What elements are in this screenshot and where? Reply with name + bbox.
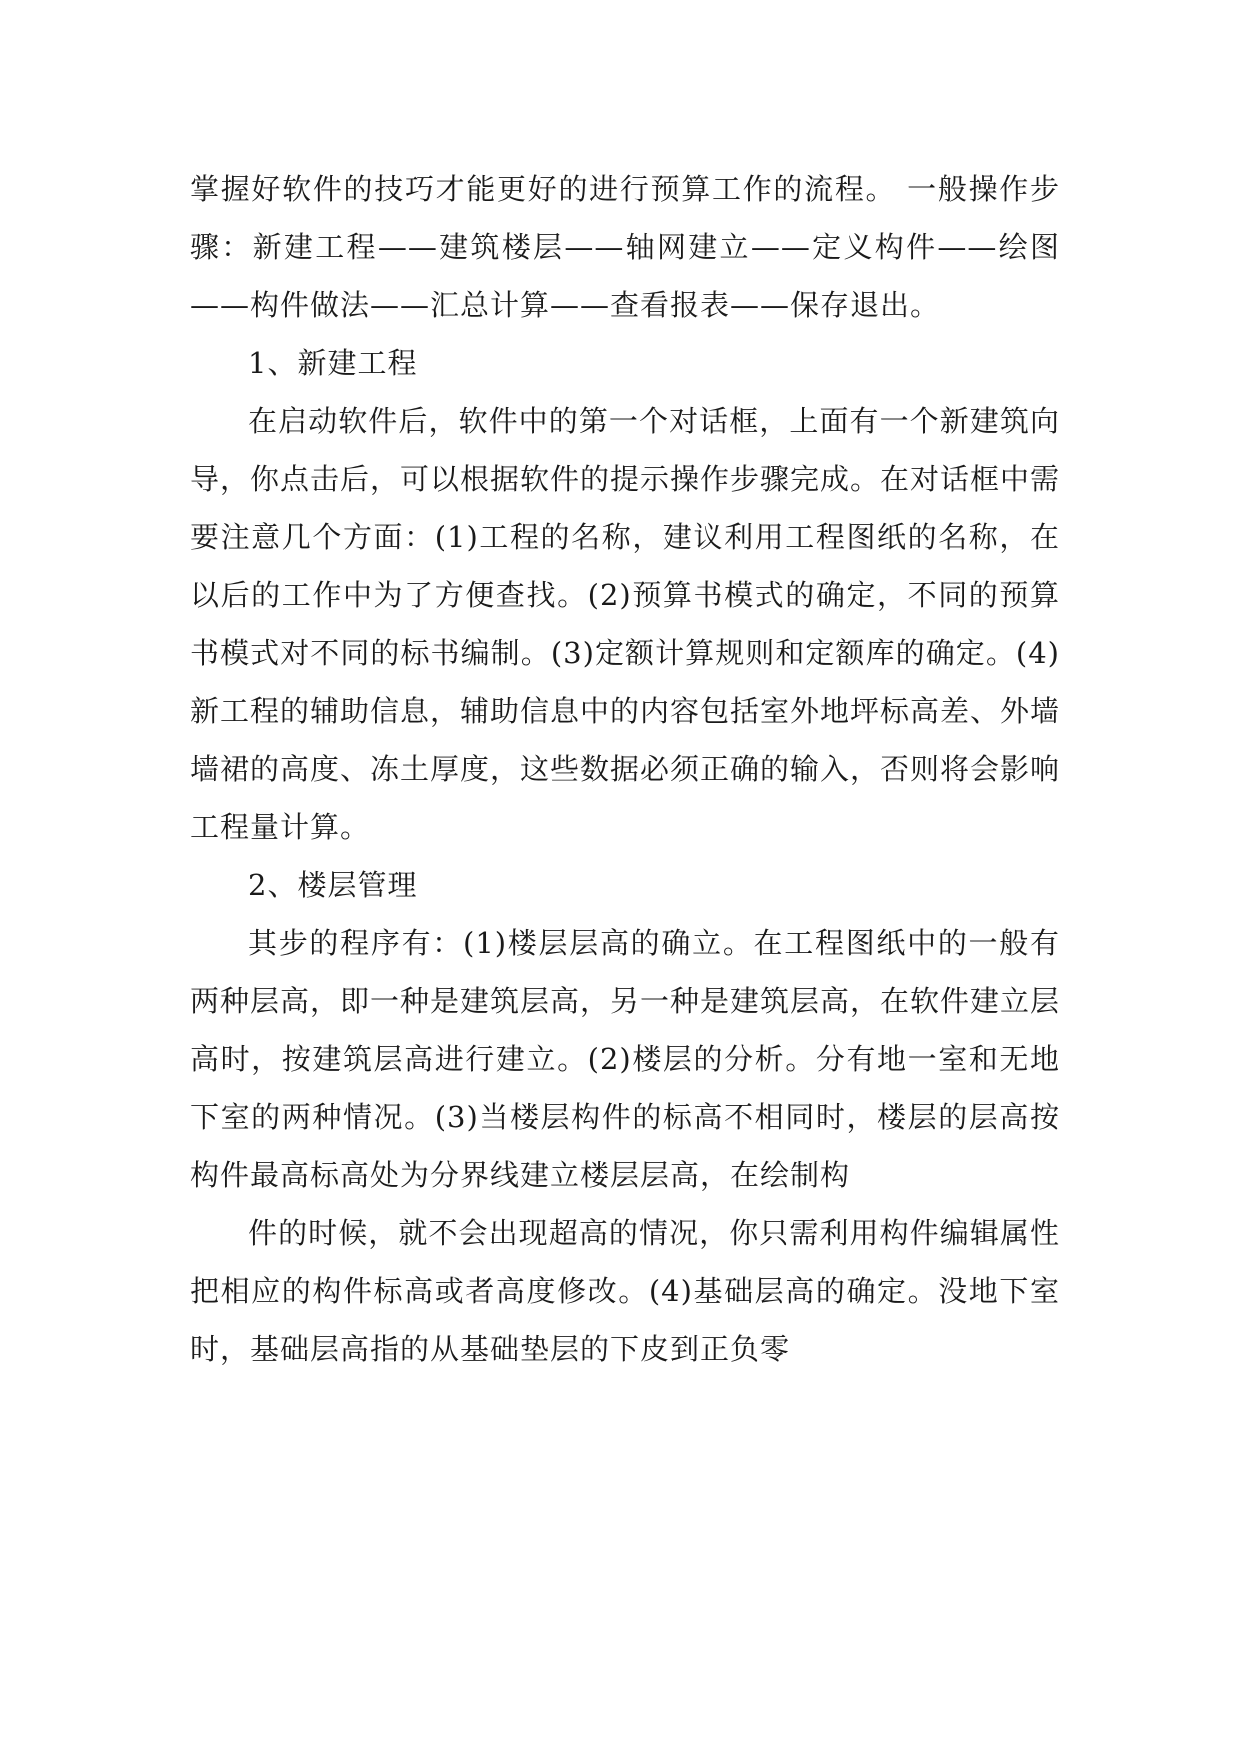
body-text bbox=[190, 160, 1060, 1378]
paragraph-new-project: 在启动软件后，软件中的第一个对话框，上面有一个新建筑向导，你点击后，可以根据软件的提示操作步骤完成。在对话框中需要注意几个方面：(1)工程的名称，建议利用工程图纸的名称，在以后的工作中为了方便查找。(2)预算书模式的确定，不同的预算书模式对不同的标书编制。(3)定额计算规则和定额库的确定。(4)新工程的辅助信息，辅助信息中的内容包括室外地坪标高差、外墙墙裙的高度、冻土厚度，这些数据必须正确的输入，否则将会影响工程量计算。 bbox=[190, 404, 1061, 844]
section-heading-new-project: 1、新建工程 bbox=[248, 346, 418, 380]
paragraph-floor-management-continued: 件的时候，就不会出现超高的情况，你只需利用构件编辑属性把相应的构件标高或者高度修改。(4)基础层高的确定。没地下室时，基础层高指的从基础垫层的下皮到正负零 bbox=[190, 1216, 1060, 1366]
section-heading-floor-management: 2、楼层管理 bbox=[248, 868, 418, 902]
paragraph-intro: 掌握好软件的技巧才能更好的进行预算工作的流程。 一般操作步骤：新建工程——建筑楼层——轴网建立——定义构件——绘图——构件做法——汇总计算——查看报表——保存退出。 bbox=[190, 172, 1060, 322]
paragraph-floor-management: 其步的程序有：(1)楼层层高的确立。在工程图纸中的一般有两种层高，即一种是建筑层高，另一种是建筑层高，在软件建立层高时，按建筑层高进行建立。(2)楼层的分析。分有地一室和无地下室的两种情况。(3)当楼层构件的标高不相同时，楼层的层高按构件最高标高处为分界线建立楼层层高，在绘制构 bbox=[190, 926, 1061, 1192]
